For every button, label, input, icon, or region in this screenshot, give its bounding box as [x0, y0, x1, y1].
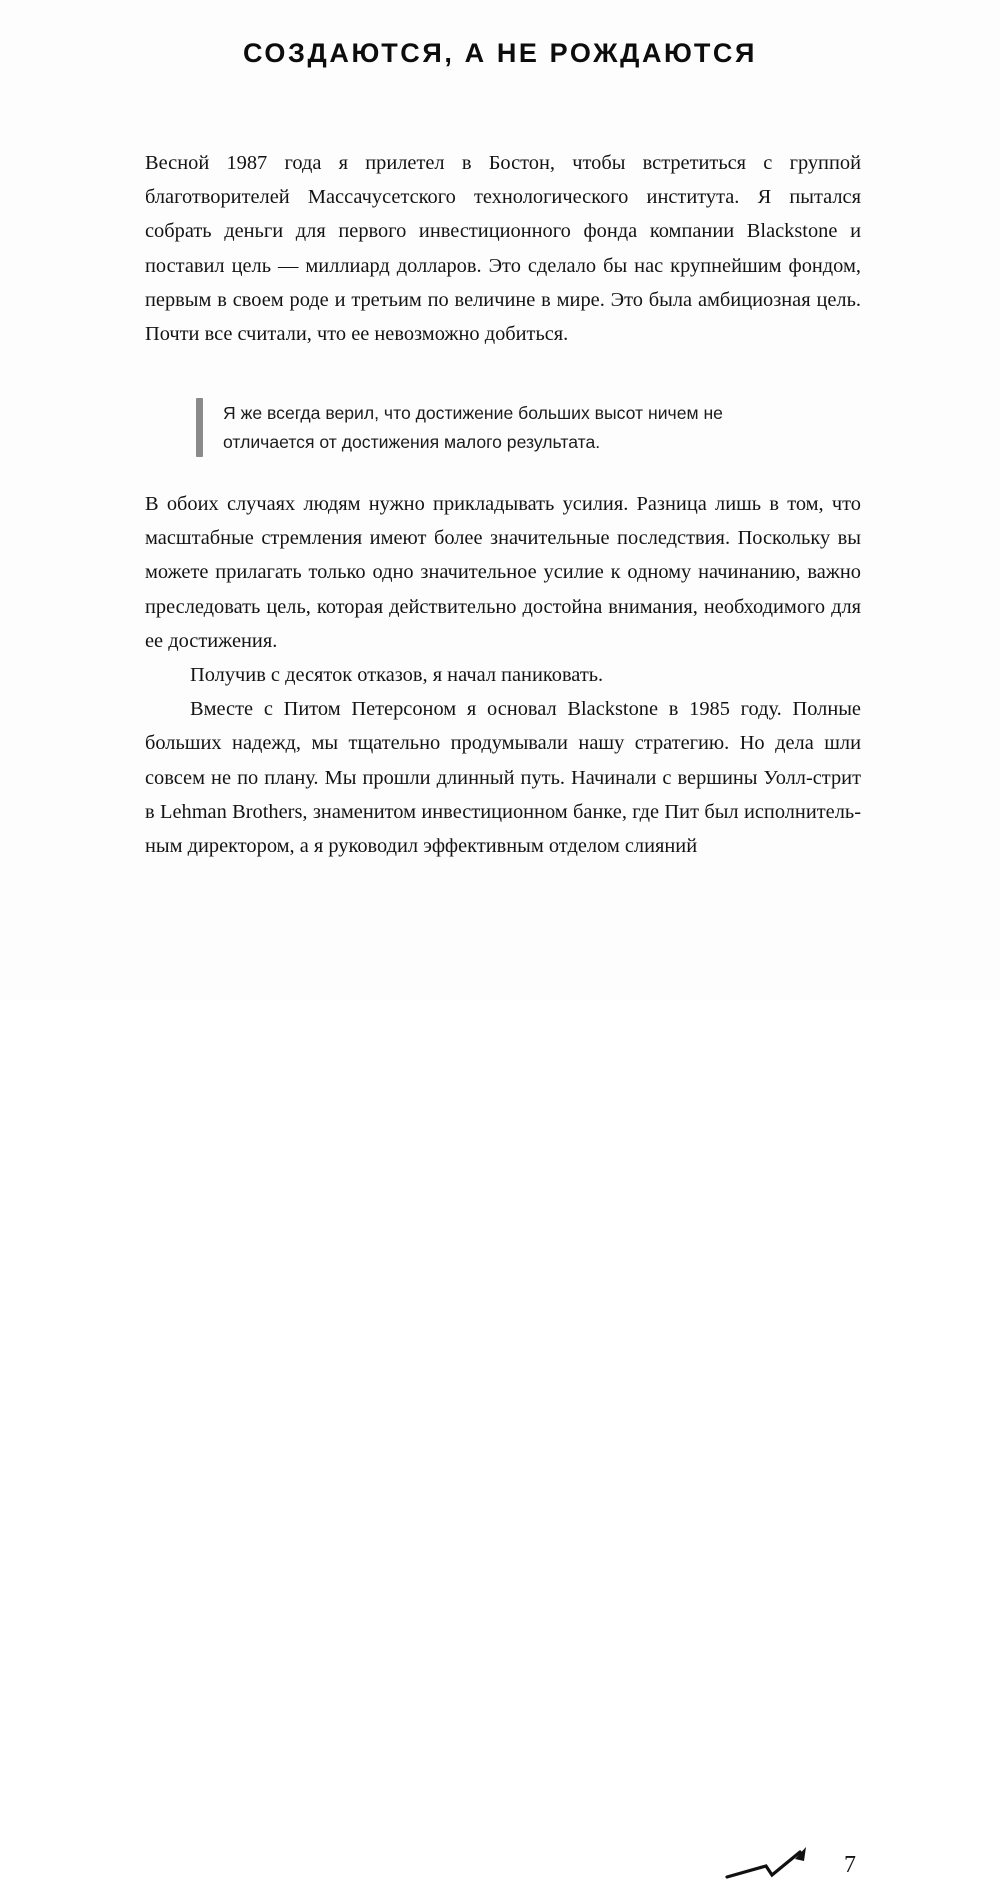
paragraph-1: Весной 1987 года я прилетел в Бостон, чтобы встретиться с группой благотворителей Массачусетского технологического института. Я пытался собрать деньги для первого инвестиционного фонда компании Blackstone и поставил цель — миллиард долларов. Это сделало бы нас крупнейшим фондом, первым в своем роде и третьим по величине в мире. Это была амбициозная цель. Почти все считали, что ее невозможно добиться. [145, 152, 861, 346]
upward-trend-arrow-icon [720, 1840, 816, 1886]
pull-quote [196, 398, 796, 457]
page-footer [0, 920, 1000, 1878]
paragraph-3: Получив с десяток отказов, я начал паниковать. [190, 664, 604, 687]
pull-quote-text: Я же всегда верил, что достижение больших высот ничем не отличается от достижения малого результата. [223, 403, 723, 452]
chapter-title: СОЗДАЮТСЯ, А НЕ РОЖДАЮТСЯ [242, 38, 758, 68]
paragraph-4: Вместе с Питом Петерсоном я основал Blackstone в 1985 году. Полные больших надежд, мы тщательно продумывали нашу стратегию. Но дела шли совсем не по плану. Мы прошли длинный путь. Начинали с вершины Уолл-стрит в Lehman Brothers, знаменитом инвестиционном банке, где Пит был исполнительным директором, а я руководил эффективным отделом слияний [145, 698, 861, 858]
pull-quote-accent-bar [196, 398, 203, 457]
body-text-column [145, 146, 861, 351]
page-number: 7 [844, 1852, 856, 1878]
body-text-column-lower [145, 487, 861, 863]
paragraph-2: В обоих случаях людям нужно прикладывать усилия. Разница лишь в том, что масштабные стремления имеют более значительные последствия. Поскольку вы можете прилагать только одно значительное усилие к одному начинанию, важно преследовать цель, которая действительно достойна внимания, необходимого для ее достижения. [145, 493, 861, 652]
